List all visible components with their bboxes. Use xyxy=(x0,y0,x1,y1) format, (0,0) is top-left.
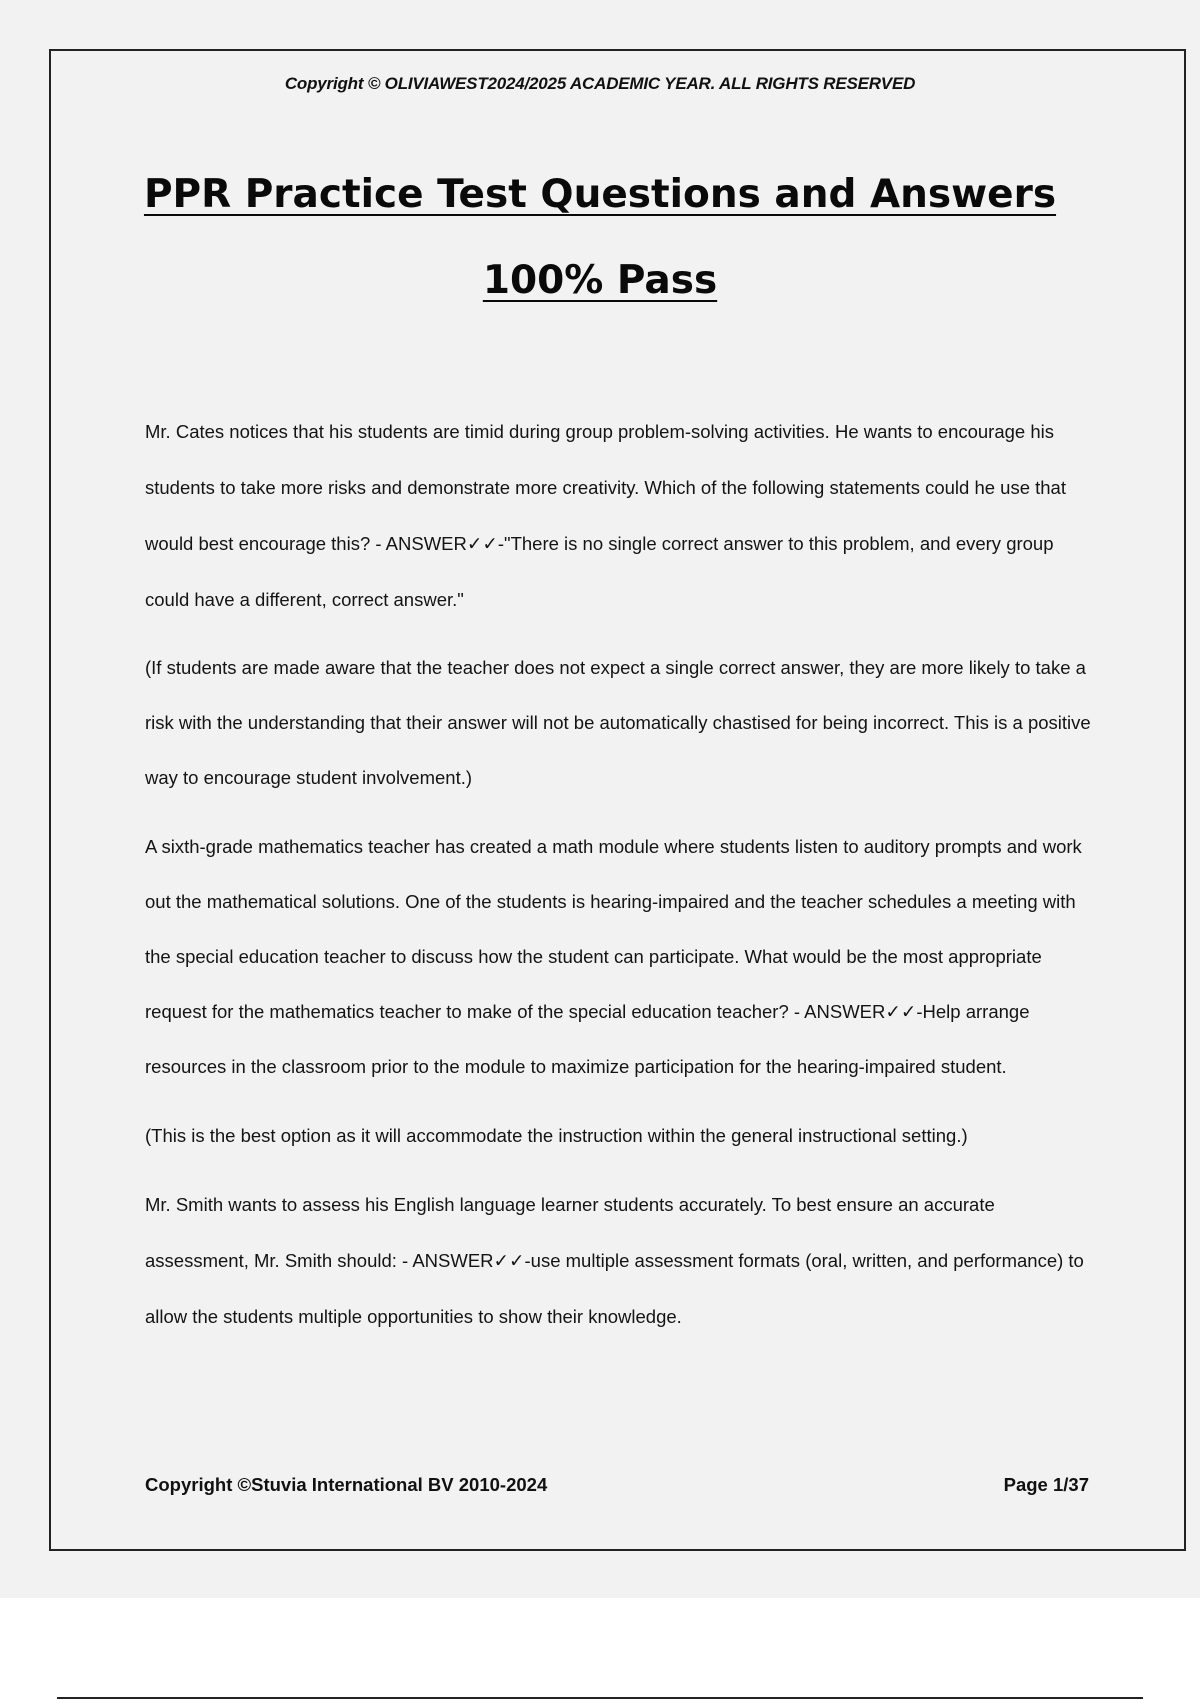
explanation-paragraph: (If students are made aware that the teacher does not expect a single correct answer, they are more likely to take a risk with the understanding that their answer will not be automatically chastised for being incorrect. This is a positive way to encourage student involvement.) xyxy=(145,657,1091,788)
question-paragraph: Mr. Cates notices that his students are timid during group problem-solving activities. He wants to encourage his students to take more risks and demonstrate more creativity. Which of the following statements could he use that would best encourage this? - ANSWER✓✓-"There is no single correct answer to this problem, and every group could have a different, correct answer." xyxy=(145,421,1066,610)
next-page-divider xyxy=(57,1697,1143,1699)
page-number: Page 1/37 xyxy=(1003,1474,1089,1495)
footer-copyright: Copyright ©Stuvia International BV 2010-2024 xyxy=(145,1474,548,1495)
question-paragraph: Mr. Smith wants to assess his English language learner students accurately. To best ensure an accurate assessment, Mr. Smith should: - ANSWER✓✓-use multiple assessment formats (oral, written, and performance) to allow the students multiple opportunities to show their knowledge. xyxy=(145,1194,1084,1327)
header-copyright: Copyright © OLIVIAWEST2024/2025 ACADEMIC YEAR. ALL RIGHTS RESERVED xyxy=(284,74,916,93)
page-title xyxy=(0,172,1200,217)
document-body xyxy=(145,404,1095,1345)
title-line-1: PPR Practice Test Questions and Answers xyxy=(143,172,1057,217)
page-subtitle xyxy=(0,258,1200,303)
explanation-paragraph: (This is the best option as it will accommodate the instruction within the general instructional setting.) xyxy=(145,1125,968,1146)
question-paragraph: A sixth-grade mathematics teacher has created a math module where students listen to auditory prompts and work out the mathematical solutions. One of the students is hearing-impaired and the teacher schedules a meeting with the special education teacher to discuss how the student can participate. What would be the most appropriate request for the mathematics teacher to make of the special education teacher? - ANSWER✓✓-Help arrange resources in the classroom prior to the module to maximize participation for the hearing-impaired student. xyxy=(145,836,1082,1077)
title-line-2: 100% Pass xyxy=(482,258,718,303)
